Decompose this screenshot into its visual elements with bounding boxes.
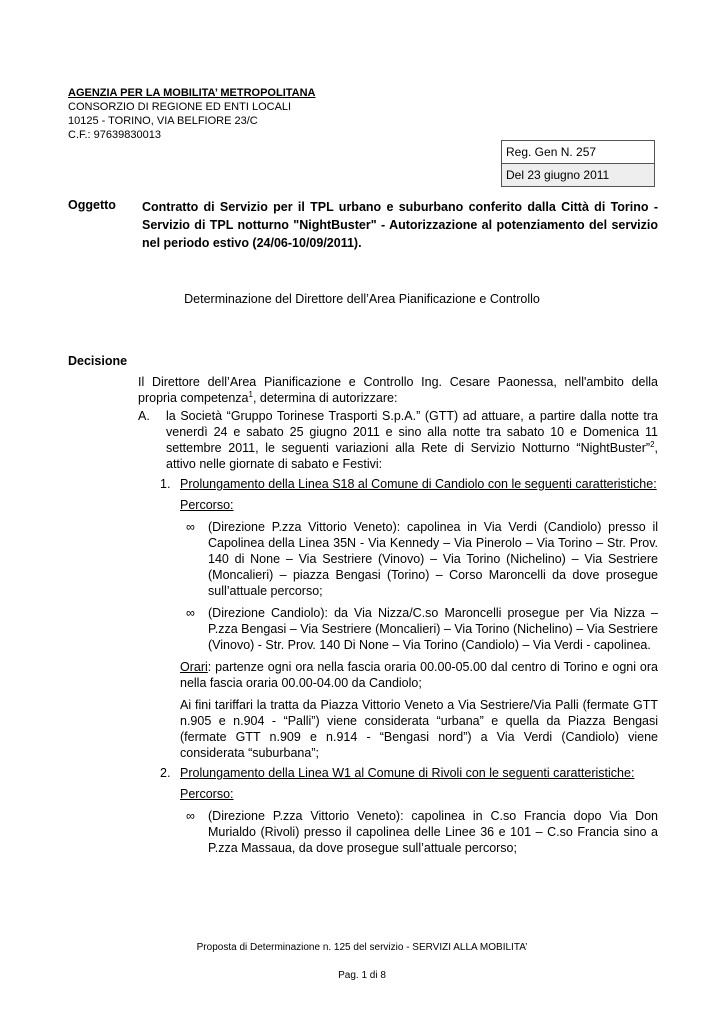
decision-body (138, 374, 658, 856)
item-a-marker: A. (138, 409, 150, 423)
infinity-bullet-icon: ∞ (186, 520, 195, 534)
sub-item-2-marker: 2. (160, 766, 171, 780)
registry-number: Reg. Gen N. 257 (506, 145, 597, 159)
sub-item-2-bullet-1: ∞ (Direzione P.zza Vittorio Veneto): capolinea in C.so Francia dopo Via Don Murialdo (Rivoli) presso il capolinea delle Linee 36 e 101 – C.so Francia sino a P.zza Massaua, da dove prosegue sull’attuale percorso; (180, 808, 658, 856)
agency-name: AGENZIA PER LA MOBILITA’ METROPOLITANA (68, 87, 316, 99)
sub-item-1-bullet-1: ∞ (Direzione P.zza Vittorio Veneto): capolinea in Via Verdi (Candiolo) presso il Capolinea della Linea 35N - Via Kennedy – Via Pinerolo – Via Torino – Str. Prov. 140 di None – Via Sestriere (Vinovo) – Via Torino (Nichelino) – Via Sestriere (Moncalieri) – piazza Bengasi (Torino) – Corso Maroncelli da dove prosegue sull’attuale percorso; (180, 519, 658, 599)
decision-label: Decisione (68, 354, 128, 368)
sub-item-2 (160, 765, 658, 856)
item-a (138, 408, 658, 472)
address-line: 10125 - TORINO, VIA BELFIORE 23/C (68, 115, 258, 127)
registry-date: Del 23 giugno 2011 (502, 163, 654, 186)
footer-proposal: Proposta di Determinazione n. 125 del servizio - SERVIZI ALLA MOBILITA’ (196, 942, 528, 953)
consortium-line: CONSORZIO DI REGIONE ED ENTI LOCALI (68, 101, 292, 113)
sub-item-2-title: Prolungamento della Linea W1 al Comune di Rivoli con le seguenti caratteristiche: (180, 766, 635, 780)
sub-item-1-fares: Ai fini tariffari la tratta da Piazza Vittorio Veneto a Via Sestriere/Via Palli (fermate GTT n.905 e n.904 - “Palli”) viene considerata “urbana” e quella da Piazza Bengasi (fermate GTT n.909 e n.914 - “Bengasi nord”) a Via Verdi (Candiolo) viene considerata “suburbana”; (180, 698, 658, 760)
sub-item-1 (160, 476, 658, 761)
agency-header (68, 86, 316, 142)
infinity-bullet-icon: ∞ (186, 606, 195, 620)
sub-item-2-route-label: Percorso: (180, 787, 234, 801)
tax-code-line: C.F.: 97639830013 (68, 129, 161, 141)
sub-item-1-route-label: Percorso: (180, 498, 234, 512)
infinity-bullet-icon: ∞ (186, 809, 195, 823)
sub-item-1-title: Prolungamento della Linea S18 al Comune di Candiolo con le seguenti caratteristiche: (180, 477, 657, 491)
subject-label: Oggetto (68, 198, 116, 212)
determination-title: Determinazione del Direttore dell’Area Pianificazione e Controllo (184, 292, 540, 306)
registry-box (501, 140, 655, 187)
sub-item-1-marker: 1. (160, 477, 171, 491)
item-a-text: la Società “Gruppo Torinese Trasporti S.p.A.” (GTT) ad attuare, a partire dalla notte tra venerdì 24 e sabato 25 giugno 2011 e sino alla notte tra sabato 10 e Domenica 11 settembre 2011, le seguenti variazioni alla Rete di Servizio Notturno “NightBuster”$^2$, attivo nelle giornate di sabato e Festivi: (166, 409, 658, 471)
sub-item-1-hours: Orari: partenze ogni ora nella fascia oraria 00.00-05.00 dal centro di Torino e ogni ora nella fascia oraria 00.00-04.00 da Candiolo; (180, 660, 658, 690)
subject-text: Contratto di Servizio per il TPL urbano e suburbano conferito dalla Città di Torino - Servizio di TPL notturno "NightBuster" - Autorizzazione al potenziamento del servizio nel periodo estivo (24/06-10/09/2011). (142, 200, 658, 250)
sub-item-1-bullet-2: ∞ (Direzione Candiolo): da Via Nizza/C.so Maroncelli prosegue per Via Nizza – P.zza Bengasi – Via Sestriere (Moncalieri) – Via Torino (Nichelino) – Via Sestriere (Vinovo) - Str. Prov. 140 Di None – Via Torino (Candiolo) – Via Verdi - capolinea. (180, 605, 658, 653)
footer-page-number: Pag. 1 di 8 (338, 970, 386, 981)
decision-intro: Il Direttore dell’Area Pianificazione e Controllo Ing. Cesare Paonessa, nell'ambito della propria competenza$^1$, determina di autorizzare: (138, 375, 658, 405)
